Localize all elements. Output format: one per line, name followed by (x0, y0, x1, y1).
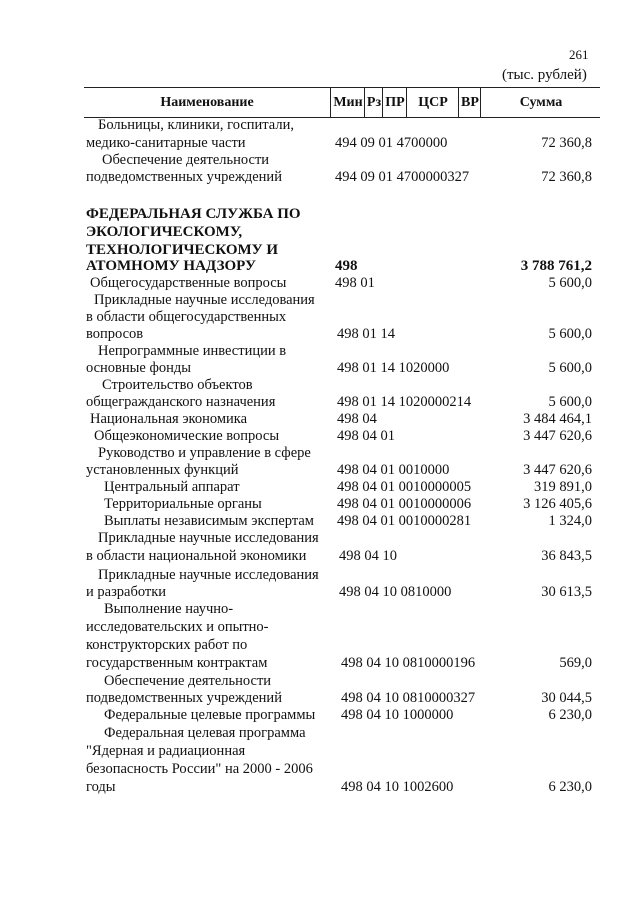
row-name: в области общегосударственных (86, 309, 287, 325)
table-row (0, 567, 640, 584)
row-name: основные фонды (86, 360, 191, 376)
row-name: ФЕДЕРАЛЬНАЯ СЛУЖБА ПО (86, 206, 301, 222)
row-name: в области национальной экономики (86, 548, 307, 564)
table-row (0, 394, 640, 411)
table-row (0, 479, 640, 496)
row-code: 498 04 10 1002600 (341, 779, 454, 795)
col-csr-header: ЦСР (406, 88, 459, 117)
col-min-header: Мин (330, 88, 365, 117)
row-code: 498 04 01 0010000005 (337, 479, 472, 495)
row-amount: 30 613,5 (541, 584, 592, 600)
row-code: 498 04 01 0010000 (337, 462, 450, 478)
col-name-header: Наименование (160, 95, 254, 110)
table-row (0, 619, 640, 636)
row-code: 498 04 10 0810000196 (341, 655, 476, 671)
row-amount: 1 324,0 (548, 513, 592, 529)
table-row (0, 673, 640, 690)
row-code: 494 09 01 4700000327 (335, 169, 470, 185)
table-row (0, 445, 640, 462)
table-row (0, 152, 640, 169)
row-name: Общеэкономические вопросы (94, 428, 280, 444)
row-amount: 3 788 761,2 (520, 258, 592, 274)
row-amount: 72 360,8 (541, 169, 592, 185)
row-amount: 5 600,0 (548, 326, 592, 342)
row-name: АТОМНОМУ НАДЗОРУ (86, 258, 256, 274)
row-name: "Ядерная и радиационная (86, 743, 246, 759)
row-name: установленных функций (86, 462, 239, 478)
table-row (0, 428, 640, 445)
row-name: Федеральные целевые программы (104, 707, 316, 723)
row-name: безопасность России" на 2000 - 2006 (86, 761, 313, 777)
table-row (0, 743, 640, 760)
row-name: Национальная экономика (90, 411, 248, 427)
row-name: ТЕХНОЛОГИЧЕСКОМУ И (86, 242, 279, 258)
row-name: Строительство объектов (102, 377, 253, 393)
row-name: ЭКОЛОГИЧЕСКОМУ, (86, 224, 243, 240)
row-code: 498 04 10 (339, 548, 397, 564)
page-number: 261 (569, 47, 589, 62)
table-row (0, 601, 640, 618)
row-name: Обеспечение деятельности (104, 673, 272, 689)
table-row (0, 548, 640, 565)
table-row (0, 242, 640, 259)
table-row (0, 343, 640, 360)
col-pr-header: ПР (382, 88, 407, 117)
row-code: 498 01 14 1020000 (337, 360, 450, 376)
table-row (0, 655, 640, 672)
row-name: Выплаты независимым экспертам (104, 513, 314, 529)
table-row (0, 135, 640, 152)
table-row (0, 360, 640, 377)
row-amount: 5 600,0 (548, 360, 592, 376)
row-name: годы (86, 779, 116, 795)
col-rz-header: Рз (364, 88, 383, 117)
row-code: 498 04 10 1000000 (341, 707, 454, 723)
row-amount: 30 044,5 (541, 690, 592, 706)
row-amount: 3 447 620,6 (523, 428, 592, 444)
row-name: Прикладные научные исследования (98, 530, 319, 546)
row-amount: 5 600,0 (548, 275, 592, 291)
table-row (0, 513, 640, 530)
table-row (0, 725, 640, 742)
row-name: медико-санитарные части (86, 135, 246, 151)
table-row (0, 637, 640, 654)
row-name: Общегосударственные вопросы (90, 275, 287, 291)
row-name: общегражданского назначения (86, 394, 276, 410)
row-name: Территориальные органы (104, 496, 262, 512)
row-amount: 5 600,0 (548, 394, 592, 410)
row-name: и разработки (86, 584, 167, 600)
table-row (0, 584, 640, 601)
row-name: Прикладные научные исследования (98, 567, 319, 583)
table-row (0, 326, 640, 343)
table-row (0, 224, 640, 241)
row-code: 498 (335, 258, 358, 274)
table-row (0, 117, 640, 134)
row-name: Непрограммные инвестиции в (98, 343, 287, 359)
table-header (84, 87, 600, 118)
row-amount: 569,0 (559, 655, 592, 671)
table-row (0, 309, 640, 326)
row-name: подведомственных учреждений (86, 169, 282, 185)
row-name: Больницы, клиники, госпитали, (98, 117, 294, 133)
table-row (0, 707, 640, 724)
row-name: Федеральная целевая программа (104, 725, 306, 741)
row-amount: 72 360,8 (541, 135, 592, 151)
row-name: Руководство и управление в сфере (98, 445, 311, 461)
row-name: Прикладные научные исследования (94, 292, 315, 308)
table-row (0, 169, 640, 186)
row-code: 498 01 14 1020000214 (337, 394, 472, 410)
row-amount: 3 126 405,6 (523, 496, 592, 512)
row-amount: 3 447 620,6 (523, 462, 592, 478)
row-amount: 3 484 464,1 (523, 411, 592, 427)
row-amount: 6 230,0 (548, 779, 592, 795)
row-name: Выполнение научно- (104, 601, 234, 617)
row-code: 498 04 01 0010000006 (337, 496, 472, 512)
row-amount: 319 891,0 (534, 479, 592, 495)
row-code: 494 09 01 4700000 (335, 135, 448, 151)
row-code: 498 04 01 (337, 428, 395, 444)
table-row (0, 292, 640, 309)
table-row (0, 206, 640, 223)
table-row (0, 377, 640, 394)
table-row (0, 411, 640, 428)
table-row (0, 462, 640, 479)
table-row (0, 690, 640, 707)
col-sum-header: Сумма (480, 88, 601, 117)
units-label: (тыс. рублей) (502, 67, 587, 83)
table-row (0, 496, 640, 513)
row-name: подведомственных учреждений (86, 690, 282, 706)
row-amount: 6 230,0 (548, 707, 592, 723)
col-vr-header: ВР (458, 88, 481, 117)
table-row (0, 779, 640, 796)
table-row (0, 258, 640, 275)
row-code: 498 01 (335, 275, 375, 291)
row-code: 498 01 14 (337, 326, 395, 342)
table-row (0, 275, 640, 292)
row-name: государственным контрактам (86, 655, 268, 671)
row-code: 498 04 10 0810000327 (341, 690, 476, 706)
row-code: 498 04 01 0010000281 (337, 513, 472, 529)
row-code: 498 04 10 0810000 (339, 584, 452, 600)
table-row (0, 530, 640, 547)
row-name: конструкторских работ по (86, 637, 248, 653)
table-row (0, 761, 640, 778)
row-name: вопросов (86, 326, 144, 342)
row-amount: 36 843,5 (541, 548, 592, 564)
row-name: Обеспечение деятельности (102, 152, 270, 168)
row-name: исследовательских и опытно- (86, 619, 269, 635)
row-code: 498 04 (337, 411, 377, 427)
row-name: Центральный аппарат (104, 479, 240, 495)
